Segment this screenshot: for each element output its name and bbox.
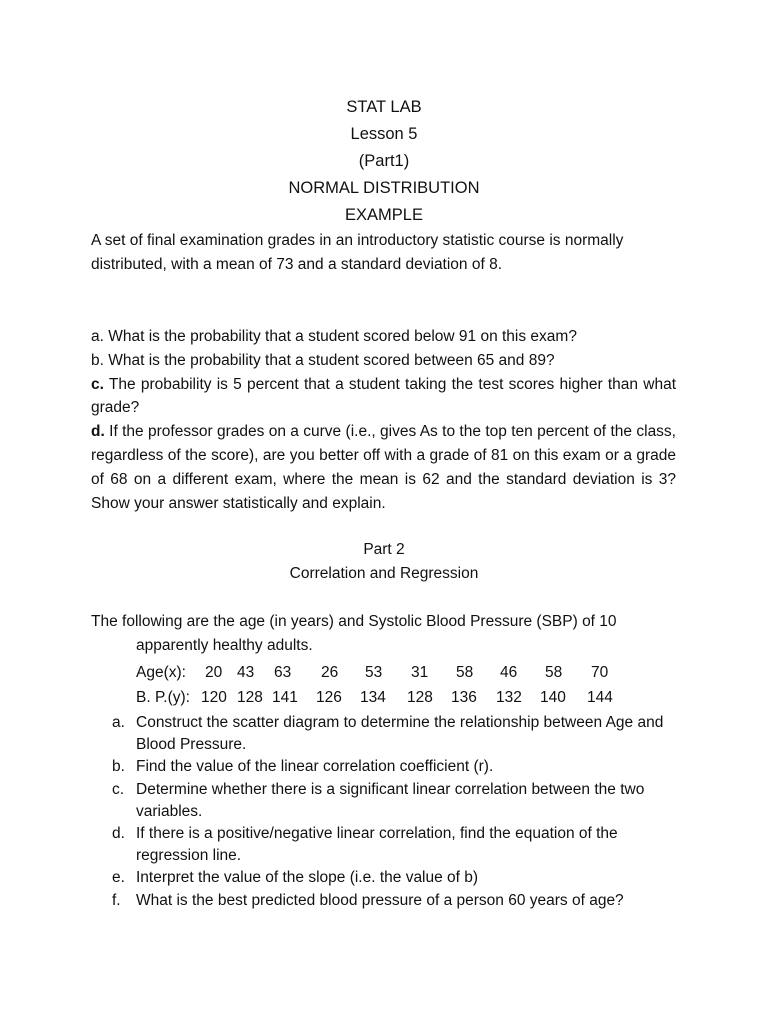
- list-item-text: If there is a positive/negative linear correlation, find the equation of the regression line.: [136, 825, 618, 865]
- age-value: 31: [411, 664, 429, 681]
- bp-value: 120: [201, 689, 227, 706]
- list-item: [112, 712, 682, 756]
- question-d: [91, 420, 676, 515]
- age-value: 58: [456, 664, 474, 681]
- age-value: 20: [205, 664, 223, 681]
- age-value: 46: [500, 664, 518, 681]
- part2-question-list: [112, 712, 682, 912]
- list-marker: e.: [112, 869, 125, 887]
- title-topic: NORMAL DISTRIBUTION: [288, 179, 480, 197]
- bp-value: 128: [237, 689, 263, 706]
- age-value: 70: [591, 664, 609, 681]
- part2-intro-line1: The following are the age (in years) and Systolic Blood Pressure (SBP) of 10: [91, 613, 617, 630]
- age-value: 58: [545, 664, 563, 681]
- age-value: 53: [365, 664, 383, 681]
- intro-paragraph: A set of final examination grades in an introductory statistic course is normally distributed, with a mean of 73 and a standard deviation of 8.: [91, 232, 624, 273]
- question-c-text: The probability is 5 percent that a student taking the test scores higher than what grade?: [91, 375, 676, 417]
- list-item: [112, 823, 682, 867]
- list-marker: a.: [112, 714, 125, 731]
- part2-heading: Part 2: [363, 541, 405, 558]
- part2-intro-line2: apparently healthy adults.: [136, 636, 313, 654]
- question-d-label: d.: [91, 423, 105, 441]
- list-item-text: Construct the scatter diagram to determine the relationship between Age and Blood Pressure.: [136, 714, 664, 754]
- list-item: [112, 779, 682, 823]
- title-example: EXAMPLE: [345, 206, 423, 224]
- list-item-text: What is the best predicted blood pressure of a person 60 years of age?: [136, 891, 624, 909]
- title-lesson: Lesson 5: [350, 125, 418, 143]
- list-marker: f.: [112, 891, 121, 909]
- title-block: [0, 94, 768, 229]
- age-value: 26: [321, 664, 339, 681]
- part1-questions: [91, 325, 676, 515]
- bp-value: 132: [496, 689, 522, 706]
- part2-heading-block: [0, 538, 768, 586]
- bp-value: 144: [587, 689, 613, 706]
- bp-value: 126: [316, 689, 342, 706]
- list-marker: c.: [112, 780, 125, 798]
- question-c-label: c.: [91, 375, 104, 393]
- list-item-text: Find the value of the linear correlation coefficient (r).: [136, 758, 494, 776]
- question-d-text: If the professor grades on a curve (i.e., gives As to the top ten percent of the class, regardless of the score), are you better off with a grade of 81 on this exam or a grade of 68 on a different exam, where the mean is 62 and the standard deviation is 3? Show your answer statistically and explain.: [91, 423, 676, 512]
- question-a: a. What is the probability that a student scored below 91 on this exam?: [91, 328, 577, 345]
- list-item: [112, 756, 682, 778]
- bp-value: 136: [451, 689, 477, 706]
- list-marker: b.: [112, 758, 125, 776]
- age-label: Age(x):: [136, 664, 186, 681]
- list-item: [112, 867, 682, 889]
- bp-value: 128: [407, 689, 433, 706]
- list-item: [112, 890, 682, 912]
- question-c: [91, 373, 676, 421]
- list-item-text: Determine whether there is a significant linear correlation between the two variables.: [136, 780, 645, 820]
- list-marker: d.: [112, 825, 125, 843]
- title-stat-lab: STAT LAB: [346, 98, 422, 116]
- list-item-text: Interpret the value of the slope (i.e. the value of b): [136, 869, 479, 887]
- bp-value: 134: [360, 689, 386, 706]
- part2-subheading: Correlation and Regression: [289, 565, 479, 582]
- part2-intro: [91, 610, 676, 658]
- bp-value: 140: [540, 689, 566, 706]
- bp-label: B. P.(y):: [136, 689, 190, 706]
- age-value: 63: [274, 664, 292, 681]
- bp-value: 141: [272, 689, 298, 706]
- title-part: (Part1): [358, 152, 410, 170]
- question-b: b. What is the probability that a student scored between 65 and 89?: [91, 351, 555, 369]
- age-value: 43: [237, 664, 255, 681]
